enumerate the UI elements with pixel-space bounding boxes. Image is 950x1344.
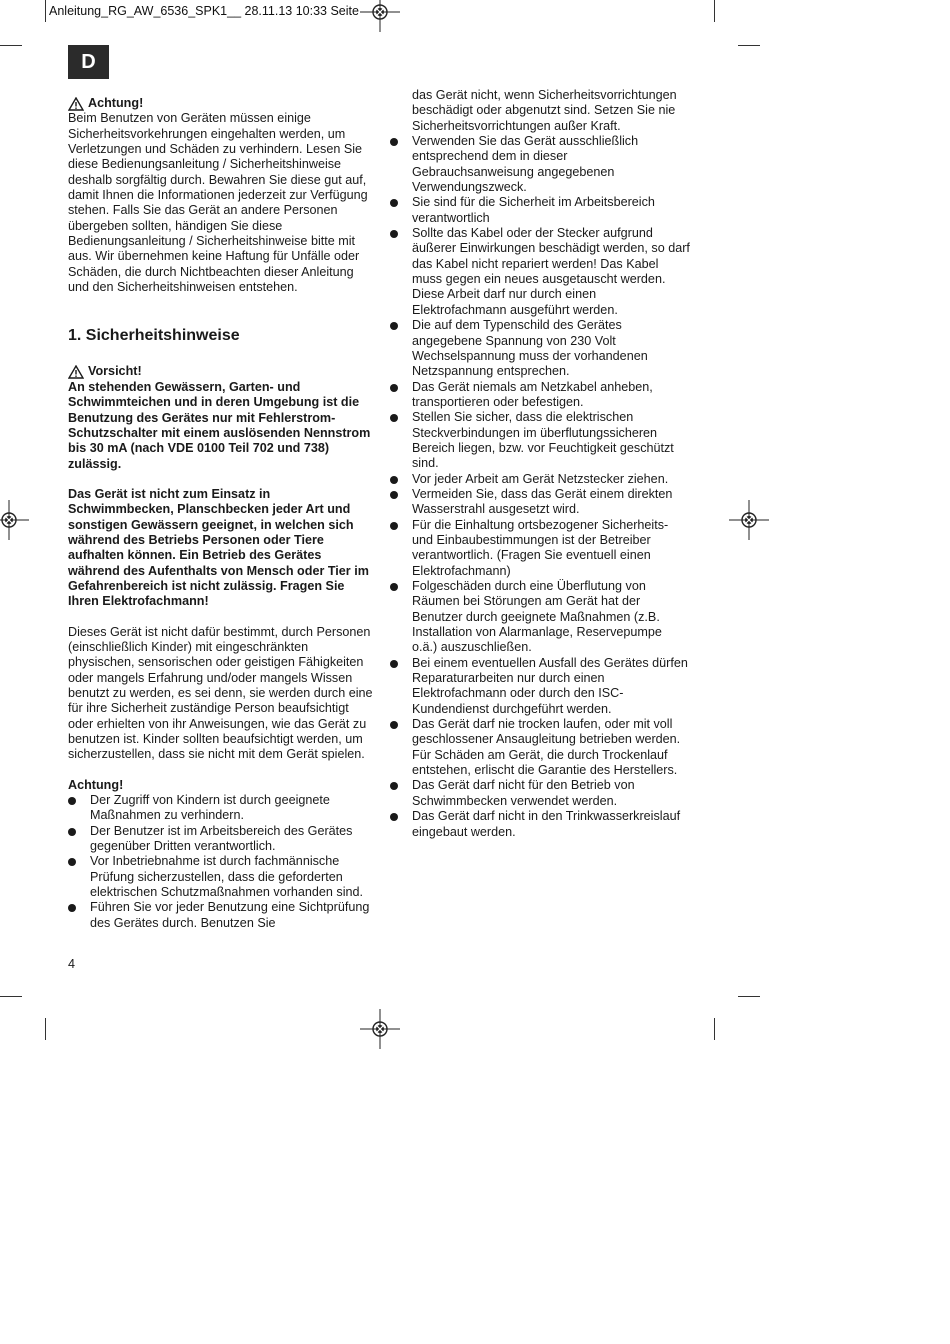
bullet-icon [390,230,398,238]
list-item: Vermeiden Sie, dass das Gerät einem direkten Wasserstrahl ausgesetzt wird. [390,487,690,518]
bullet-icon [68,797,76,805]
registration-mark-icon [360,0,400,32]
crop-mark [714,1018,715,1040]
bullet-icon [68,828,76,836]
crop-mark [0,996,22,997]
bullet-icon [390,138,398,146]
page-number: 4 [68,957,76,971]
warning-triangle-icon [68,97,84,111]
list-item: Vor Inbetriebnahme ist durch fachmännische Prüfung sicherzustellen, dass die geforderten elektrischen Schutzmaßnahmen vorhanden sind. [68,854,374,900]
bullet-icon [390,782,398,790]
list-item: Das Gerät niemals am Netzkabel anheben, transportieren oder befestigen. [390,380,690,411]
warning-heading [68,96,374,111]
bullet-icon [68,858,76,866]
bullet-icon [390,491,398,499]
bullet-icon [390,522,398,530]
list-item: Das Gerät darf nie trocken laufen, oder mit voll geschlossener Ansaugleitung betrieben werden. Für Schäden am Gerät, die durch Trockenlauf entstehen, erlischt die Garantie des Herstellers. [390,717,690,778]
bullet-icon [390,660,398,668]
crop-mark [738,996,760,997]
bullet-icon [390,583,398,591]
warning-heading-text: Achtung! [88,96,144,110]
list-item: Der Zugriff von Kindern ist durch geeignete Maßnahmen zu verhindern. [68,793,374,824]
list-item: Das Gerät darf nicht für den Betrieb von Schwimmbecken verwendet werden. [390,778,690,809]
bullet-icon [390,813,398,821]
section-title: 1. Sicherheitshinweise [68,327,240,345]
list-item: Für die Einhaltung ortsbezogener Sicherheits- und Einbaubestimmungen ist der Betreiber verantwortlich. (Fragen Sie eventuell einen Elektrofachmann) [390,518,690,579]
intro-paragraph: Beim Benutzen von Geräten müssen einige Sicherheitsvorkehrungen eingehalten werden, um Verletzungen und Schäden zu verhindern. Lesen Sie diese Bedienungsanleitung / Sicherheitshinweise deshalb sorgfältig durch. Bewahren Sie diese gut auf, damit Ihnen die Informationen jederzeit zur Verfügung stehen. Falls Sie das Gerät an andere Personen übergeben sollten, händigen Sie diese Bedienungsanleitung / Sicherheitshinweise bitte mit aus. Wir übernehmen keine Haftung für Unfälle oder Schäden, die durch Nichtbeachten dieser Anleitung und den Sicherheitshinweisen entstehen. [68,111,368,295]
right-column [390,88,690,840]
language-tab: D [68,45,109,79]
registration-mark-icon [360,1009,400,1049]
bullet-icon [390,199,398,207]
right-bullet-list [390,134,690,840]
continuation-paragraph: das Gerät nicht, wenn Sicherheitsvorrichtungen beschädigt oder abgenutzt sind. Setzen Sie nie Sicherheitsvorrichtungen außer Kraft. [412,88,677,133]
bullet-icon [390,414,398,422]
list-item: Bei einem eventuellen Ausfall des Gerätes dürfen Reparaturarbeiten nur durch einen Elektrofachmann oder durch den ISC-Kundendienst durchgeführt werden. [390,656,690,717]
caution-heading [68,364,374,379]
registration-mark-icon [729,500,769,540]
crop-mark [0,45,22,46]
left-bullet-list [68,793,374,931]
print-header: Anleitung_RG_AW_6536_SPK1__ 28.11.13 10:33 Seite [49,4,359,18]
crop-mark [738,45,760,46]
bullet-icon [68,904,76,912]
crop-mark [45,0,46,22]
list-item: Folgeschäden durch eine Überflutung von Räumen bei Störungen am Gerät hat der Benutzer durch geeignete Maßnahmen (z.B. Installation von Alarmanlage, Reservepumpe o.ä.) auszuschließen. [390,579,690,656]
warning-triangle-icon [68,365,84,379]
children-paragraph: Dieses Gerät ist nicht dafür bestimmt, durch Personen (einschließlich Kinder) mit eingeschränkten physischen, sensorischen oder geistigen Fähigkeiten oder mangels Erfahrung und/oder mangels Wissen benutzt zu werden, es sei denn, sie werden durch eine für ihre Sicherheit zuständige Person beaufsichtigt oder erhielten von ihr Anweisungen, wie das Gerät zu benutzen ist. Kinder sollten beaufsichtigt werden, um sicherzustellen, dass sie nicht mit dem Gerät spielen. [68,624,373,762]
list-item: Führen Sie vor jeder Benutzung eine Sichtprüfung des Gerätes durch. Benutzen Sie [68,900,374,931]
bullet-icon [390,384,398,392]
list-item: Stellen Sie sicher, dass die elektrischen Steckverbindungen im überflutungssicheren Bereich liegen, bzw. vor Feuchtigkeit geschützt sind. [390,410,690,471]
registration-mark-icon [0,500,29,540]
bullet-icon [390,721,398,729]
caution-heading-text: Vorsicht! [88,364,142,379]
bullet-icon [390,322,398,330]
list-item: Sollte das Kabel oder der Stecker aufgrund äußerer Einwirkungen beschädigt werden, so darf das Kabel nicht repariert werden! Das Kabel muss gegen ein neues ausgetauscht werden. Diese Arbeit darf nur durch einen Elektrofachmann ausgeführt werden. [390,226,690,318]
list-item: Vor jeder Arbeit am Gerät Netzstecker ziehen. [390,472,690,487]
crop-mark [714,0,715,22]
list-item: Sie sind für die Sicherheit im Arbeitsbereich verantwortlich [390,195,690,226]
list-item: Das Gerät darf nicht in den Trinkwasserkreislauf eingebaut werden. [390,809,690,840]
list-item: Der Benutzer ist im Arbeitsbereich des Gerätes gegenüber Dritten verantwortlich. [68,824,374,855]
attention-heading: Achtung! [68,777,124,792]
bullet-icon [390,476,398,484]
list-item: Die auf dem Typenschild des Gerätes angegebene Spannung von 230 Volt Wechselspannung muss der vorhandenen Netzspannung entsprechen. [390,318,690,379]
caution-paragraph-rcd: An stehenden Gewässern, Garten- und Schwimmteichen und in deren Umgebung ist die Benutzung des Gerätes nur mit Fehlerstrom-Schutzschalter mit einem auslösenden Nennstrom bis 30 mA (nach VDE 0100 Teil 702 und 738) zulässig. [68,379,371,471]
crop-mark [45,1018,46,1040]
caution-paragraph-pools: Das Gerät ist nicht zum Einsatz in Schwimmbecken, Planschbecken jeder Art und sonstigen Gewässern geeignet, in welchen sich während des Betriebs Personen oder Tiere aufhalten können. Ein Betrieb des Gerätes während des Aufenthalts von Mensch oder Tier im Gefahrenbereich ist nicht zulässig. Fragen Sie Ihren Elektrofachmann! [68,486,369,609]
left-column [68,96,374,931]
list-item: Verwenden Sie das Gerät ausschließlich entsprechend dem in dieser Gebrauchsanweisung angegebenen Verwendungszweck. [390,134,690,195]
